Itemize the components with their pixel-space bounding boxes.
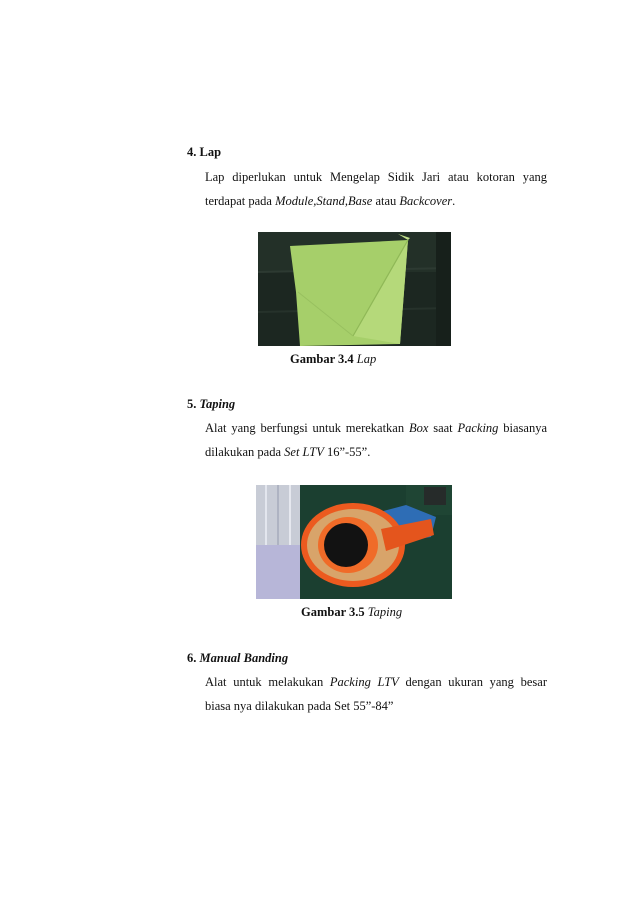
paragraph-lap bbox=[205, 165, 547, 213]
text-run: 16”-55”. bbox=[323, 445, 371, 459]
text-run: atau bbox=[372, 194, 400, 208]
figure-taping-photo bbox=[256, 485, 452, 599]
text-run: terdapat pada bbox=[205, 194, 276, 208]
text-run-italic: Module,Stand,Base bbox=[275, 194, 373, 208]
paragraph-line bbox=[205, 189, 547, 213]
text-run-italic: Set LTV bbox=[284, 445, 324, 459]
tape-dispenser-illustration bbox=[256, 485, 452, 599]
caption-title: Taping bbox=[367, 605, 403, 619]
paragraph-manual-banding bbox=[205, 670, 547, 718]
section-title: Lap bbox=[199, 145, 222, 159]
section-number: 4. bbox=[187, 145, 197, 159]
figure-caption-3-4 bbox=[290, 352, 376, 367]
text-run-italic: Backcover bbox=[399, 194, 453, 208]
section-title: Taping bbox=[199, 397, 236, 411]
text-run: saat bbox=[428, 421, 458, 435]
figure-caption-3-5 bbox=[301, 605, 402, 620]
section-heading-taping bbox=[187, 397, 235, 412]
section-heading-lap bbox=[187, 145, 221, 160]
text-run-italic: Packing LTV bbox=[329, 675, 399, 689]
text-run: dilakukan pada bbox=[205, 445, 285, 459]
section-heading-manual-banding bbox=[187, 651, 288, 666]
figure-lap-photo bbox=[258, 232, 451, 346]
paragraph-line: Lap diperlukan untuk Mengelap Sidik Jari atau kotoran yang bbox=[205, 170, 547, 184]
paragraph-line bbox=[205, 440, 547, 464]
paragraph-line bbox=[205, 416, 547, 440]
section-number: 6. bbox=[187, 651, 197, 665]
text-run: Alat untuk melakukan bbox=[205, 675, 330, 689]
section-number: 5. bbox=[187, 397, 197, 411]
caption-label: Gambar 3.4 bbox=[290, 352, 354, 366]
section-title: Manual Banding bbox=[199, 651, 289, 665]
text-run: biasanya bbox=[498, 421, 547, 435]
text-run: . bbox=[452, 194, 456, 208]
text-run: Alat yang berfungsi untuk merekatkan bbox=[205, 421, 409, 435]
text-run: dengan ukuran yang besar bbox=[398, 675, 547, 689]
caption-title: Lap bbox=[356, 352, 377, 366]
text-run-italic: Box bbox=[408, 421, 429, 435]
text-run-italic: Packing bbox=[457, 421, 499, 435]
paragraph-line: biasa nya dilakukan pada Set 55”-84” bbox=[205, 699, 394, 713]
paragraph-line bbox=[205, 670, 547, 694]
lap-cloth-illustration bbox=[258, 232, 451, 346]
caption-label: Gambar 3.5 bbox=[301, 605, 365, 619]
paragraph-taping bbox=[205, 416, 547, 464]
